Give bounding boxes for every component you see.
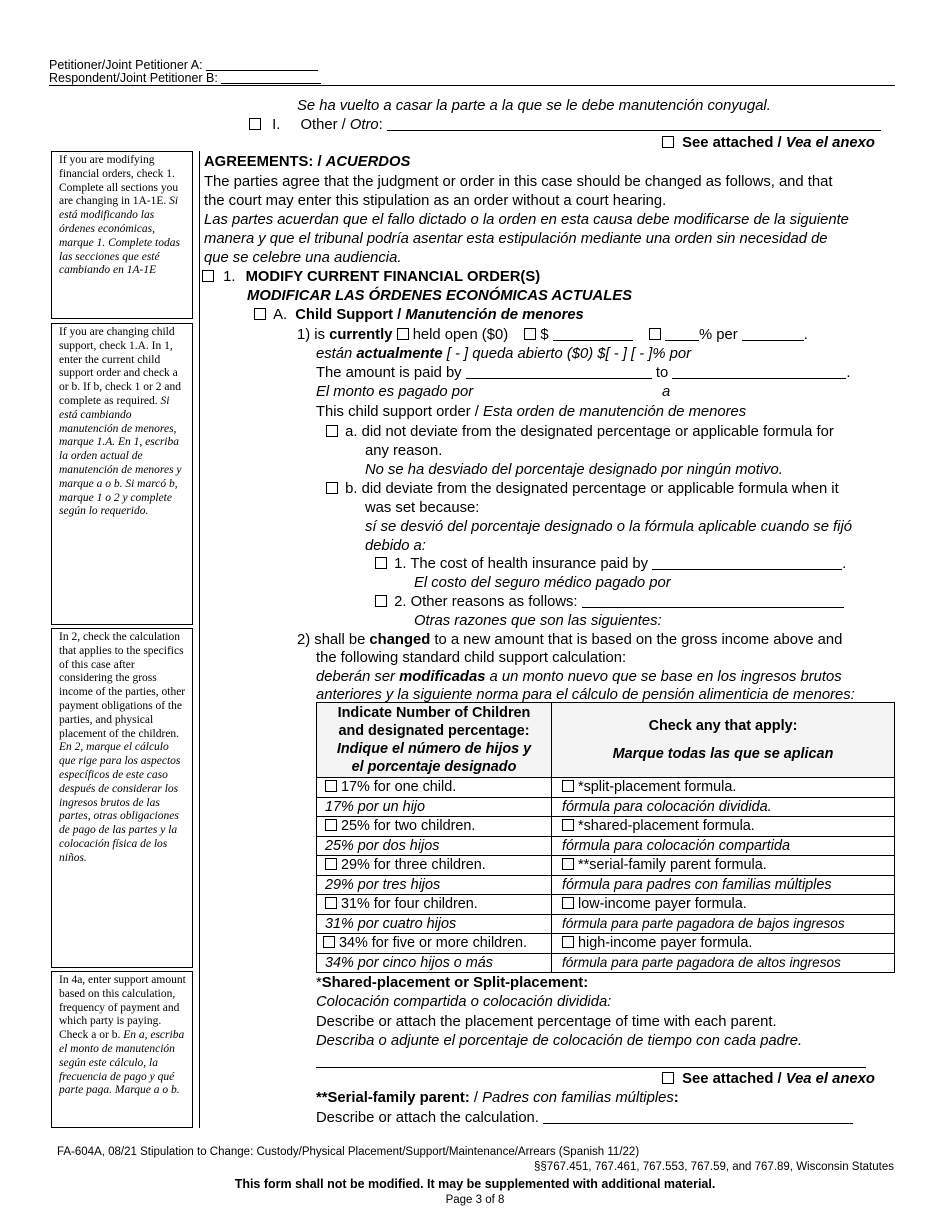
sidebar-box-financial-en: If you are modifying financial orders, check 1. Complete all sections you are changing in 1A-1E. xyxy=(59,154,179,208)
agreements-title xyxy=(204,153,410,171)
deviate-a-es: No se ha desviado del porcentaje designado por ningún motivo. xyxy=(365,462,783,478)
high-income-cell xyxy=(552,934,895,954)
sidebar-divider xyxy=(199,151,200,1128)
table-row xyxy=(317,778,895,798)
item1-es-actualmente: actualmente xyxy=(356,346,443,362)
percent-field[interactable] xyxy=(665,326,699,341)
dollar-label: $ xyxy=(540,327,549,343)
petitioner-a-label: Petitioner/Joint Petitioner A: xyxy=(49,58,203,72)
children-25-checkbox[interactable] xyxy=(325,819,337,831)
item1-is: is xyxy=(314,327,330,343)
item1-es-rest: [ - ] queda abierto ($0) $[ - ] [ - ]% por xyxy=(442,346,692,362)
per-period-field[interactable] xyxy=(742,326,804,341)
table-header-row xyxy=(317,703,895,778)
sidebar-box-support-amount-en: In 4a, enter support amount based on this calculation, frequency of payment and which party is paying. Check a or b. xyxy=(59,974,186,1042)
other-row xyxy=(249,116,881,134)
table-header-left-en-2: and designated percentage: xyxy=(338,723,530,739)
shared-placement-es: fórmula para colocación compartida xyxy=(552,836,895,856)
agreements-title-en: AGREEMENTS: / xyxy=(204,154,326,170)
deviate-b-en-1: did deviate from the designated percentage or applicable formula when it xyxy=(361,481,839,497)
respondent-b-label: Respondent/Joint Petitioner B: xyxy=(49,71,218,85)
item2-en-1b: changed xyxy=(369,632,431,648)
held-open-label: held open ($0) xyxy=(412,327,509,343)
footer-statutes: §§767.451, 767.461, 767.553, 767.59, and 767.89, Wisconsin Statutes xyxy=(534,1161,894,1173)
shared-split-title-en: Shared-placement or Split-placement: xyxy=(321,975,589,991)
children-31-cell xyxy=(317,895,552,915)
deviate-b-label: b. xyxy=(345,481,358,497)
health-insurance-dot: . xyxy=(842,556,847,572)
see-attached-top xyxy=(662,134,875,152)
respondent-b-line xyxy=(49,69,321,85)
deviate-b-es-2: debido a: xyxy=(365,538,426,554)
footer-page-number: Page 3 of 8 xyxy=(445,1194,505,1206)
agreements-para-en-1: The parties agree that the judgment or order in this case should be changed as follows, and that xyxy=(204,174,833,190)
serial-family-es: fórmula para padres con familias múltiples xyxy=(552,875,895,895)
paid-to-es: a xyxy=(662,384,671,400)
table-header-right xyxy=(552,703,895,778)
children-29-checkbox[interactable] xyxy=(325,858,337,870)
table-header-left-en-1: Indicate Number of Children xyxy=(337,705,531,721)
serial-family-cell xyxy=(552,856,895,876)
header-rule xyxy=(49,85,895,86)
health-insurance-checkbox[interactable] xyxy=(375,557,387,569)
sidebar-box-child-support-en: If you are changing child support, check 1.A. In 1, enter the current child support order and check a or b. If b, check 1 or 2 and complete as required. xyxy=(59,326,181,407)
health-insurance-row xyxy=(375,555,846,573)
section1-title-en: MODIFY CURRENT FINANCIAL ORDER(S) xyxy=(245,269,541,285)
children-29-cell xyxy=(317,856,552,876)
paid-by-es: El monto es pagado por xyxy=(316,384,474,400)
sidebar-box-child-support xyxy=(51,323,193,625)
other-reasons-row xyxy=(375,593,844,611)
split-placement-en: *split-placement formula. xyxy=(578,779,737,796)
item2-en-1c: to a new amount that is based on the gross income above and xyxy=(430,632,843,648)
low-income-checkbox[interactable] xyxy=(562,897,574,909)
remarried-text: Se ha vuelto a casar la parte a la que se le debe manutención conyugal. xyxy=(297,98,771,114)
other-reasons-es: Otras razones que son las siguientes: xyxy=(414,613,662,629)
sidebar-box-financial-es: Si está modificando las órdenes económicas, marque 1. Complete todas las secciones que esté cambiando en 1A-1E xyxy=(59,195,180,277)
children-25-en: 25% for two children. xyxy=(341,818,476,835)
low-income-en: low-income payer formula. xyxy=(578,896,747,913)
respondent-b-field[interactable] xyxy=(221,69,321,84)
paid-to-field[interactable] xyxy=(672,364,846,379)
item1-currently: currently xyxy=(329,327,393,343)
serial-family-en: **serial-family parent formula. xyxy=(578,857,767,874)
item2-en-1a: shall be xyxy=(314,632,370,648)
serial-family-title-es: Padres con familias múltiples xyxy=(482,1090,674,1106)
paid-by-row xyxy=(316,364,850,382)
dollar-amount-field[interactable] xyxy=(553,326,633,341)
table-row xyxy=(317,934,895,954)
split-placement-cell xyxy=(552,778,895,798)
table-header-right-en: Check any that apply: xyxy=(648,718,798,734)
percent-checkbox[interactable] xyxy=(649,328,661,340)
serial-family-sep: / xyxy=(469,1090,483,1106)
table-row xyxy=(317,895,895,915)
split-placement-es: fórmula para colocación dividida. xyxy=(552,797,895,817)
footer-notice: This form shall not be modified. It may be supplemented with additional material. xyxy=(234,1177,716,1191)
children-25-cell xyxy=(317,817,552,837)
item1-es-estan: están xyxy=(316,346,357,362)
item2-es-row xyxy=(316,668,842,686)
shared-placement-cell xyxy=(552,817,895,837)
other-field[interactable] xyxy=(387,116,881,131)
children-17-checkbox[interactable] xyxy=(325,780,337,792)
percent-per-label: % per xyxy=(698,327,738,343)
health-insurance-num: 1. xyxy=(394,556,407,572)
see-attached-bottom-checkbox[interactable] xyxy=(662,1072,674,1084)
other-colon: : xyxy=(378,117,383,133)
other-checkbox[interactable] xyxy=(249,118,261,130)
see-attached-bottom-es: Vea el anexo xyxy=(785,1071,875,1087)
high-income-en: high-income payer formula. xyxy=(578,935,753,952)
children-17-cell xyxy=(317,778,552,798)
other-reasons-num: 2. xyxy=(394,594,407,610)
other-reasons-checkbox[interactable] xyxy=(375,595,387,607)
table-row xyxy=(317,914,895,934)
sidebar-box-financial xyxy=(51,151,193,319)
sidebar-box-calculation xyxy=(51,628,193,968)
item2-row xyxy=(297,631,842,649)
item1-num: 1) xyxy=(297,327,311,343)
table-header-left xyxy=(317,703,552,778)
agreements-title-es: ACUERDOS xyxy=(325,154,411,170)
deviate-a-en-2: any reason. xyxy=(365,443,443,459)
see-attached-top-checkbox[interactable] xyxy=(662,136,674,148)
item2-es-1c: a un monto nuevo que se base en los ingresos brutos xyxy=(485,669,842,685)
serial-family-checkbox[interactable] xyxy=(562,858,574,870)
children-25-es: 25% por dos hijos xyxy=(317,836,552,856)
item2-en-2: the following standard child support calculation: xyxy=(316,650,627,666)
other-label-es: Otro xyxy=(349,117,379,133)
order-en: This child support order / xyxy=(316,404,483,420)
item1-currently-es xyxy=(316,345,691,363)
children-34-checkbox[interactable] xyxy=(323,936,335,948)
paid-by-label: The amount is paid by xyxy=(316,365,462,381)
describe-placement-en: Describe or attach the placement percentage of time with each parent. xyxy=(316,1014,777,1030)
other-letter: I. xyxy=(272,117,281,133)
order-row xyxy=(316,403,746,421)
agreements-para-es-2: manera y que el tribunal podría asentar esta estipulación mediante una orden sin necesidad de xyxy=(204,231,828,247)
table-row xyxy=(317,875,895,895)
children-34-en: 34% for five or more children. xyxy=(339,935,527,952)
deviate-b-es-1: sí se desvió del porcentaje designado o la fórmula aplicable cuando se fijó xyxy=(365,519,852,535)
serial-family-colon: : xyxy=(673,1090,679,1106)
children-29-es: 29% por tres hijos xyxy=(317,875,552,895)
sidebar-box-calculation-en: In 2, check the calculation that applies to the specifics of this case after considering the gross income of the parties, other payment obligations of the parties, and physical placement of the children. xyxy=(59,631,186,740)
section1-checkbox[interactable] xyxy=(202,270,214,282)
calculation-field[interactable] xyxy=(543,1109,853,1124)
deviate-b-en-2: was set because: xyxy=(365,500,480,516)
children-34-es: 34% por cinco hijos o más xyxy=(317,953,552,973)
deviate-a-en-1: did not deviate from the designated percentage or applicable formula for xyxy=(361,424,834,440)
held-open-checkbox[interactable] xyxy=(397,328,409,340)
children-31-en: 31% for four children. xyxy=(341,896,478,913)
calculation-row xyxy=(316,1109,853,1127)
paid-to-dot: . xyxy=(846,365,851,381)
children-31-checkbox[interactable] xyxy=(325,897,337,909)
item2-num: 2) xyxy=(297,632,311,648)
deviate-b-row xyxy=(326,480,839,498)
section1a-row xyxy=(254,306,584,324)
sidebar-box-child-support-es: Si está cambiando manutención de menores, marque 1.A. En 1, escriba la orden actual de manutención de menores y marque a o b. Si marcó b, marque 1 o 2 y complete según lo requerido. xyxy=(59,394,182,518)
health-insurance-field[interactable] xyxy=(652,555,842,570)
paid-by-field[interactable] xyxy=(466,364,652,379)
table-header-left-es-1: Indique el número de hijos y xyxy=(336,741,532,757)
shared-split-title xyxy=(316,974,588,992)
table-header-right-es: Marque todas las que se aplican xyxy=(612,746,834,762)
agreements-para-es-1: Las partes acuerdan que el fallo dictado o la orden en esta causa debe modificarse de la siguiente xyxy=(204,212,849,228)
order-es: Esta orden de manutención de menores xyxy=(482,404,747,420)
table-row xyxy=(317,953,895,973)
children-29-en: 29% for three children. xyxy=(341,857,486,874)
table-row xyxy=(317,817,895,837)
section1-row xyxy=(202,268,540,286)
describe-placement-es: Describa o adjunte el porcentaje de colocación de tiempo con cada padre. xyxy=(316,1033,803,1049)
deviate-a-row xyxy=(326,423,834,441)
low-income-es: fórmula para parte pagadora de bajos ingresos xyxy=(552,914,895,934)
children-31-es: 31% por cuatro hijos xyxy=(317,914,552,934)
shared-split-es: Colocación compartida o colocación dividida: xyxy=(316,994,612,1010)
placement-description-field[interactable] xyxy=(316,1067,866,1068)
period-dot: . xyxy=(803,327,808,343)
children-17-es: 17% por un hijo xyxy=(317,797,552,817)
dollar-checkbox[interactable] xyxy=(524,328,536,340)
see-attached-top-en: See attached / xyxy=(682,135,786,151)
serial-family-title-en: **Serial-family parent: xyxy=(316,1090,470,1106)
table-row xyxy=(317,856,895,876)
calculation-label: Describe or attach the calculation. xyxy=(316,1110,539,1126)
sidebar-box-support-amount xyxy=(51,971,193,1128)
low-income-cell xyxy=(552,895,895,915)
item1-currently-row xyxy=(297,326,808,344)
deviate-a-checkbox[interactable] xyxy=(326,425,338,437)
item2-es-1a: deberán ser xyxy=(316,669,400,685)
split-placement-checkbox[interactable] xyxy=(562,780,574,792)
serial-family-title xyxy=(316,1089,679,1107)
other-reasons-field[interactable] xyxy=(582,593,844,608)
item2-es-2: anteriores y la siguiente norma para el cálculo de pensión alimenticia de menores: xyxy=(316,687,855,703)
deviate-b-checkbox[interactable] xyxy=(326,482,338,494)
see-attached-top-es: Vea el anexo xyxy=(785,135,875,151)
section1-title-es: MODIFICAR LAS ÓRDENES ECONÓMICAS ACTUALES xyxy=(247,288,633,304)
paid-to-label: to xyxy=(655,365,669,381)
table-row xyxy=(317,836,895,856)
children-34-cell xyxy=(317,934,552,954)
section1a-title-en: Child Support / xyxy=(295,307,406,323)
calculation-table xyxy=(316,702,895,973)
children-17-en: 17% for one child. xyxy=(341,779,457,796)
sidebar-box-support-amount-es: En a, escriba el monto de manutención según este cálculo, la frecuencia de pago y qué parte paga. Marque a o b. xyxy=(59,1029,185,1097)
footer-form-id: FA-604A, 08/21 Stipulation to Change: Custody/Physical Placement/Support/Maintenance/Arrears (Spanish 11/22) xyxy=(57,1146,640,1158)
high-income-es: fórmula para parte pagadora de altos ingresos xyxy=(552,953,895,973)
agreements-para-en-2: the court may enter this stipulation as an order without a court hearing. xyxy=(204,193,667,209)
table-row xyxy=(317,797,895,817)
shared-placement-en: *shared-placement formula. xyxy=(578,818,755,835)
section1-num: 1. xyxy=(223,269,236,285)
high-income-checkbox[interactable] xyxy=(562,936,574,948)
see-attached-bottom-en: See attached / xyxy=(682,1071,786,1087)
sidebar-box-calculation-es: En 2, marque el cálculo que rige para los aspectos específicos de este caso después de considerar los ingresos brutos de las partes, otras obligaciones de pago de las partes y la colocación física de los niños. xyxy=(59,741,181,864)
item2-es-1b: modificadas xyxy=(399,669,486,685)
shared-placement-checkbox[interactable] xyxy=(562,819,574,831)
see-attached-bottom xyxy=(662,1070,875,1088)
other-label-en: Other / xyxy=(300,117,350,133)
table-header-left-es-2: el porcentaje designado xyxy=(351,759,517,775)
other-reasons-en: Other reasons as follows: xyxy=(410,594,578,610)
shared-split-star: * xyxy=(316,975,322,991)
section1a-letter: A. xyxy=(273,307,288,323)
health-insurance-en: The cost of health insurance paid by xyxy=(410,556,649,572)
health-insurance-es: El costo del seguro médico pagado por xyxy=(414,575,671,591)
section1a-title-es: Manutención de menores xyxy=(405,307,584,323)
section1a-checkbox[interactable] xyxy=(254,308,266,320)
deviate-a-label: a. xyxy=(345,424,358,440)
agreements-para-es-3: que se celebre una audiencia. xyxy=(204,250,402,266)
